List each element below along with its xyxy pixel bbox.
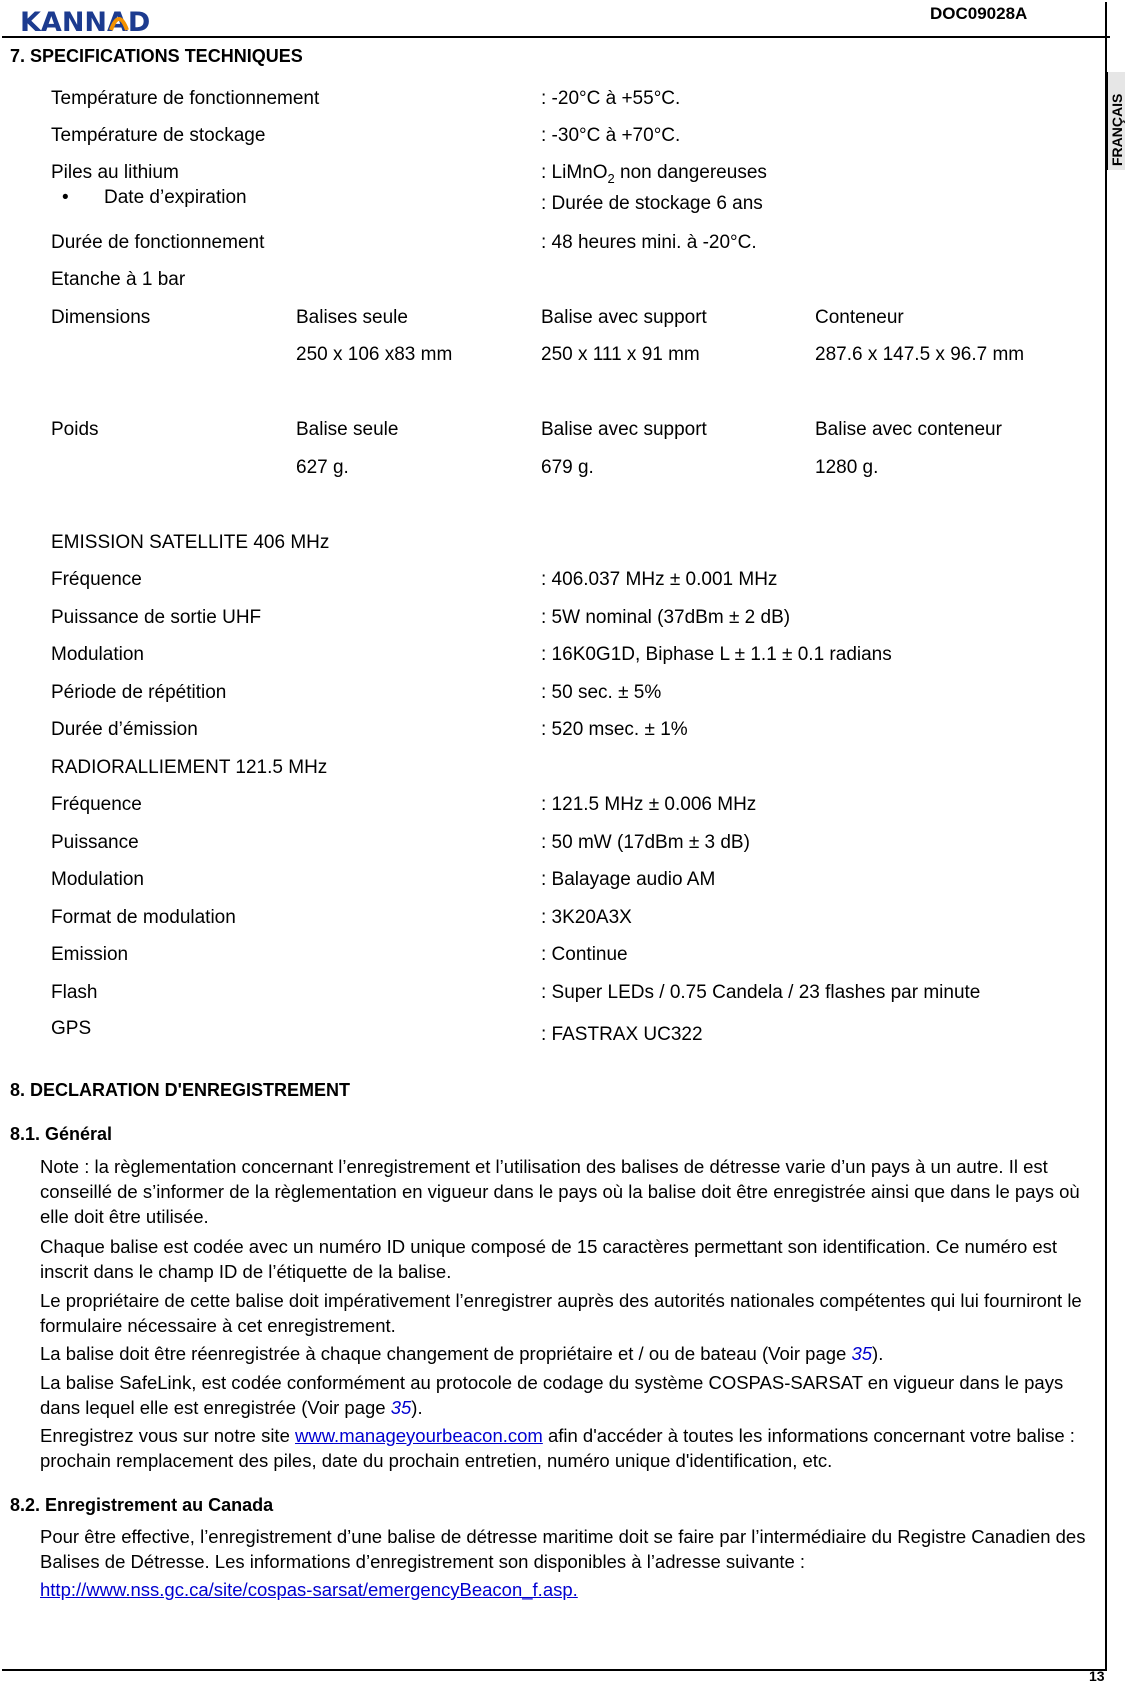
paragraph: Note : la règlementation concernant l’enregistrement et l’utilisation des balises de détresse varie d’un pays à un autre. Il est conseillé de s’informer de la règlementation en vigueur dans le pays où la balise doit être enregistrée ainsi que dans le pays où elle doit être utilisée.: [40, 1156, 1080, 1227]
dimensions-label: Dimensions: [51, 307, 151, 328]
dimensions-value: 287.6 x 147.5 x 96.7 mm: [815, 344, 1025, 365]
spec-label: Température de stockage: [51, 125, 266, 146]
svg-text:KANNAD: KANNAD: [20, 7, 151, 34]
spec-value: : Durée de stockage 6 ans: [541, 193, 763, 214]
page-number: 13: [1089, 1668, 1105, 1684]
spec-label: Date d’expiration: [104, 187, 247, 208]
weight-header: Balise avec conteneur: [815, 419, 1002, 440]
paragraph: Pour être effective, l’enregistrement d’une balise de détresse maritime doit se faire par l’intermédiaire du Registre Canadien des Balises de Détresse. Les informations d’enregistrement son disponibles à l’adresse suivante :: [40, 1526, 1086, 1572]
nss-registration-link[interactable]: http://www.nss.gc.ca/site/cospas-sarsat/emergencyBeacon_f.asp.: [40, 1579, 578, 1600]
homing-value: : Continue: [541, 944, 628, 965]
homing-label: Modulation: [51, 869, 144, 890]
paragraph: La balise SafeLink, est codée conformément au protocole de codage du système COSPAS-SARSAT en vigueur dans le pays dans lequel elle est enregistrée (Voir page 35).: [40, 1372, 1064, 1418]
homing-label: Emission: [51, 944, 129, 965]
spec-label: Durée de fonctionnement: [51, 232, 265, 253]
emission-value: : 50 sec. ± 5%: [541, 682, 662, 703]
emission-label: Modulation: [51, 644, 144, 665]
section-7-title: 7. SPECIFICATIONS TECHNIQUES: [10, 46, 303, 66]
emission-label: Fréquence: [51, 569, 142, 590]
emission-value: : 16K0G1D, Biphase L ± 1.1 ± 0.1 radians: [541, 644, 892, 665]
spec-label: Température de fonctionnement: [51, 88, 320, 109]
spec-value: : LiMnO$_2$ non dangereuses: [541, 162, 767, 186]
homing-value: : FASTRAX UC322: [541, 1024, 703, 1045]
manageyourbeacon-link[interactable]: www.manageyourbeacon.com: [295, 1425, 543, 1446]
homing-value: : Super LEDs / 0.75 Candela / 23 flashes par minute: [541, 982, 981, 1003]
dimensions-value: 250 x 106 x83 mm: [296, 344, 453, 365]
spec-value: : -20°C à +55°C.: [541, 88, 681, 109]
weight-header: Balise avec support: [541, 419, 707, 440]
kannad-logo: [18, 6, 158, 34]
page-reference-link[interactable]: 35: [851, 1343, 873, 1364]
spec-label: Piles au lithium: [51, 162, 179, 183]
emission-value: : 520 msec. ± 1%: [541, 719, 688, 740]
homing-value: : Balayage audio AM: [541, 869, 716, 890]
section-8-title: 8. DECLARATION D'ENREGISTREMENT: [10, 1080, 350, 1100]
dimensions-header: Balise avec support: [541, 307, 707, 328]
weight-header: Balise seule: [296, 419, 399, 440]
emission-label: Puissance de sortie UHF: [51, 607, 262, 628]
homing-value: : 3K20A3X: [541, 907, 632, 928]
paragraph: Enregistrez vous sur notre site www.manageyourbeacon.com afin d'accéder à toutes les informations concernant votre balise : prochain remplacement des piles, date du prochain entretien, numéro unique d'identification, etc.: [40, 1425, 1075, 1471]
homing-value: : 121.5 MHz ± 0.006 MHz: [541, 794, 757, 815]
header-rule: [2, 36, 1110, 38]
weight-value: 1280 g.: [815, 457, 879, 478]
dimensions-header: Conteneur: [815, 307, 904, 328]
dimensions-header: Balises seule: [296, 307, 408, 328]
section-8-1-title: 8.1. Général: [10, 1124, 113, 1144]
paragraph: La balise doit être réenregistrée à chaque changement de propriétaire et / ou de bateau (Voir page 35).: [40, 1343, 884, 1364]
weight-label: Poids: [51, 419, 99, 440]
homing-label: Flash: [51, 982, 98, 1003]
emission-label: Durée d’émission: [51, 719, 198, 740]
section-8-2-title: 8.2. Enregistrement au Canada: [10, 1495, 274, 1515]
homing-label: GPS: [51, 1018, 92, 1039]
paragraph: Le propriétaire de cette balise doit impérativement l’enregistrer auprès des autorités nationales compétentes qui lui fourniront le formulaire nécessaire à cet enregistrement.: [40, 1290, 1082, 1336]
homing-value: : 50 mW (17dBm ± 3 dB): [541, 832, 750, 853]
doc-number: DOC09028A: [930, 4, 1028, 23]
spec-label: Etanche à 1 bar: [51, 269, 186, 290]
emission-value: : 5W nominal (37dBm ± 2 dB): [541, 607, 791, 628]
homing-label: Format de modulation: [51, 907, 236, 928]
bullet: •: [62, 187, 69, 208]
homing-label: Puissance: [51, 832, 139, 853]
paragraph: [40, 1577, 1098, 1602]
dimensions-value: 250 x 111 x 91 mm: [541, 344, 700, 365]
emission-title: EMISSION SATELLITE 406 MHz: [51, 532, 330, 553]
spec-value: : -30°C à +70°C.: [541, 125, 681, 146]
page-reference-link[interactable]: 35: [390, 1397, 412, 1418]
homing-title: RADIORALLIEMENT 121.5 MHz: [51, 757, 328, 778]
language-tab-label: FRANÇAIS: [1109, 93, 1125, 166]
weight-value: 627 g.: [296, 457, 349, 478]
paragraph: Chaque balise est codée avec un numéro ID unique composé de 15 caractères permettant son identification. Ce numéro est inscrit dans le champ ID de l’étiquette de la balise.: [40, 1236, 1058, 1282]
emission-label: Période de répétition: [51, 682, 227, 703]
spec-value: : 48 heures mini. à -20°C.: [541, 232, 757, 253]
homing-label: Fréquence: [51, 794, 142, 815]
emission-value: : 406.037 MHz ± 0.001 MHz: [541, 569, 778, 590]
weight-value: 679 g.: [541, 457, 594, 478]
